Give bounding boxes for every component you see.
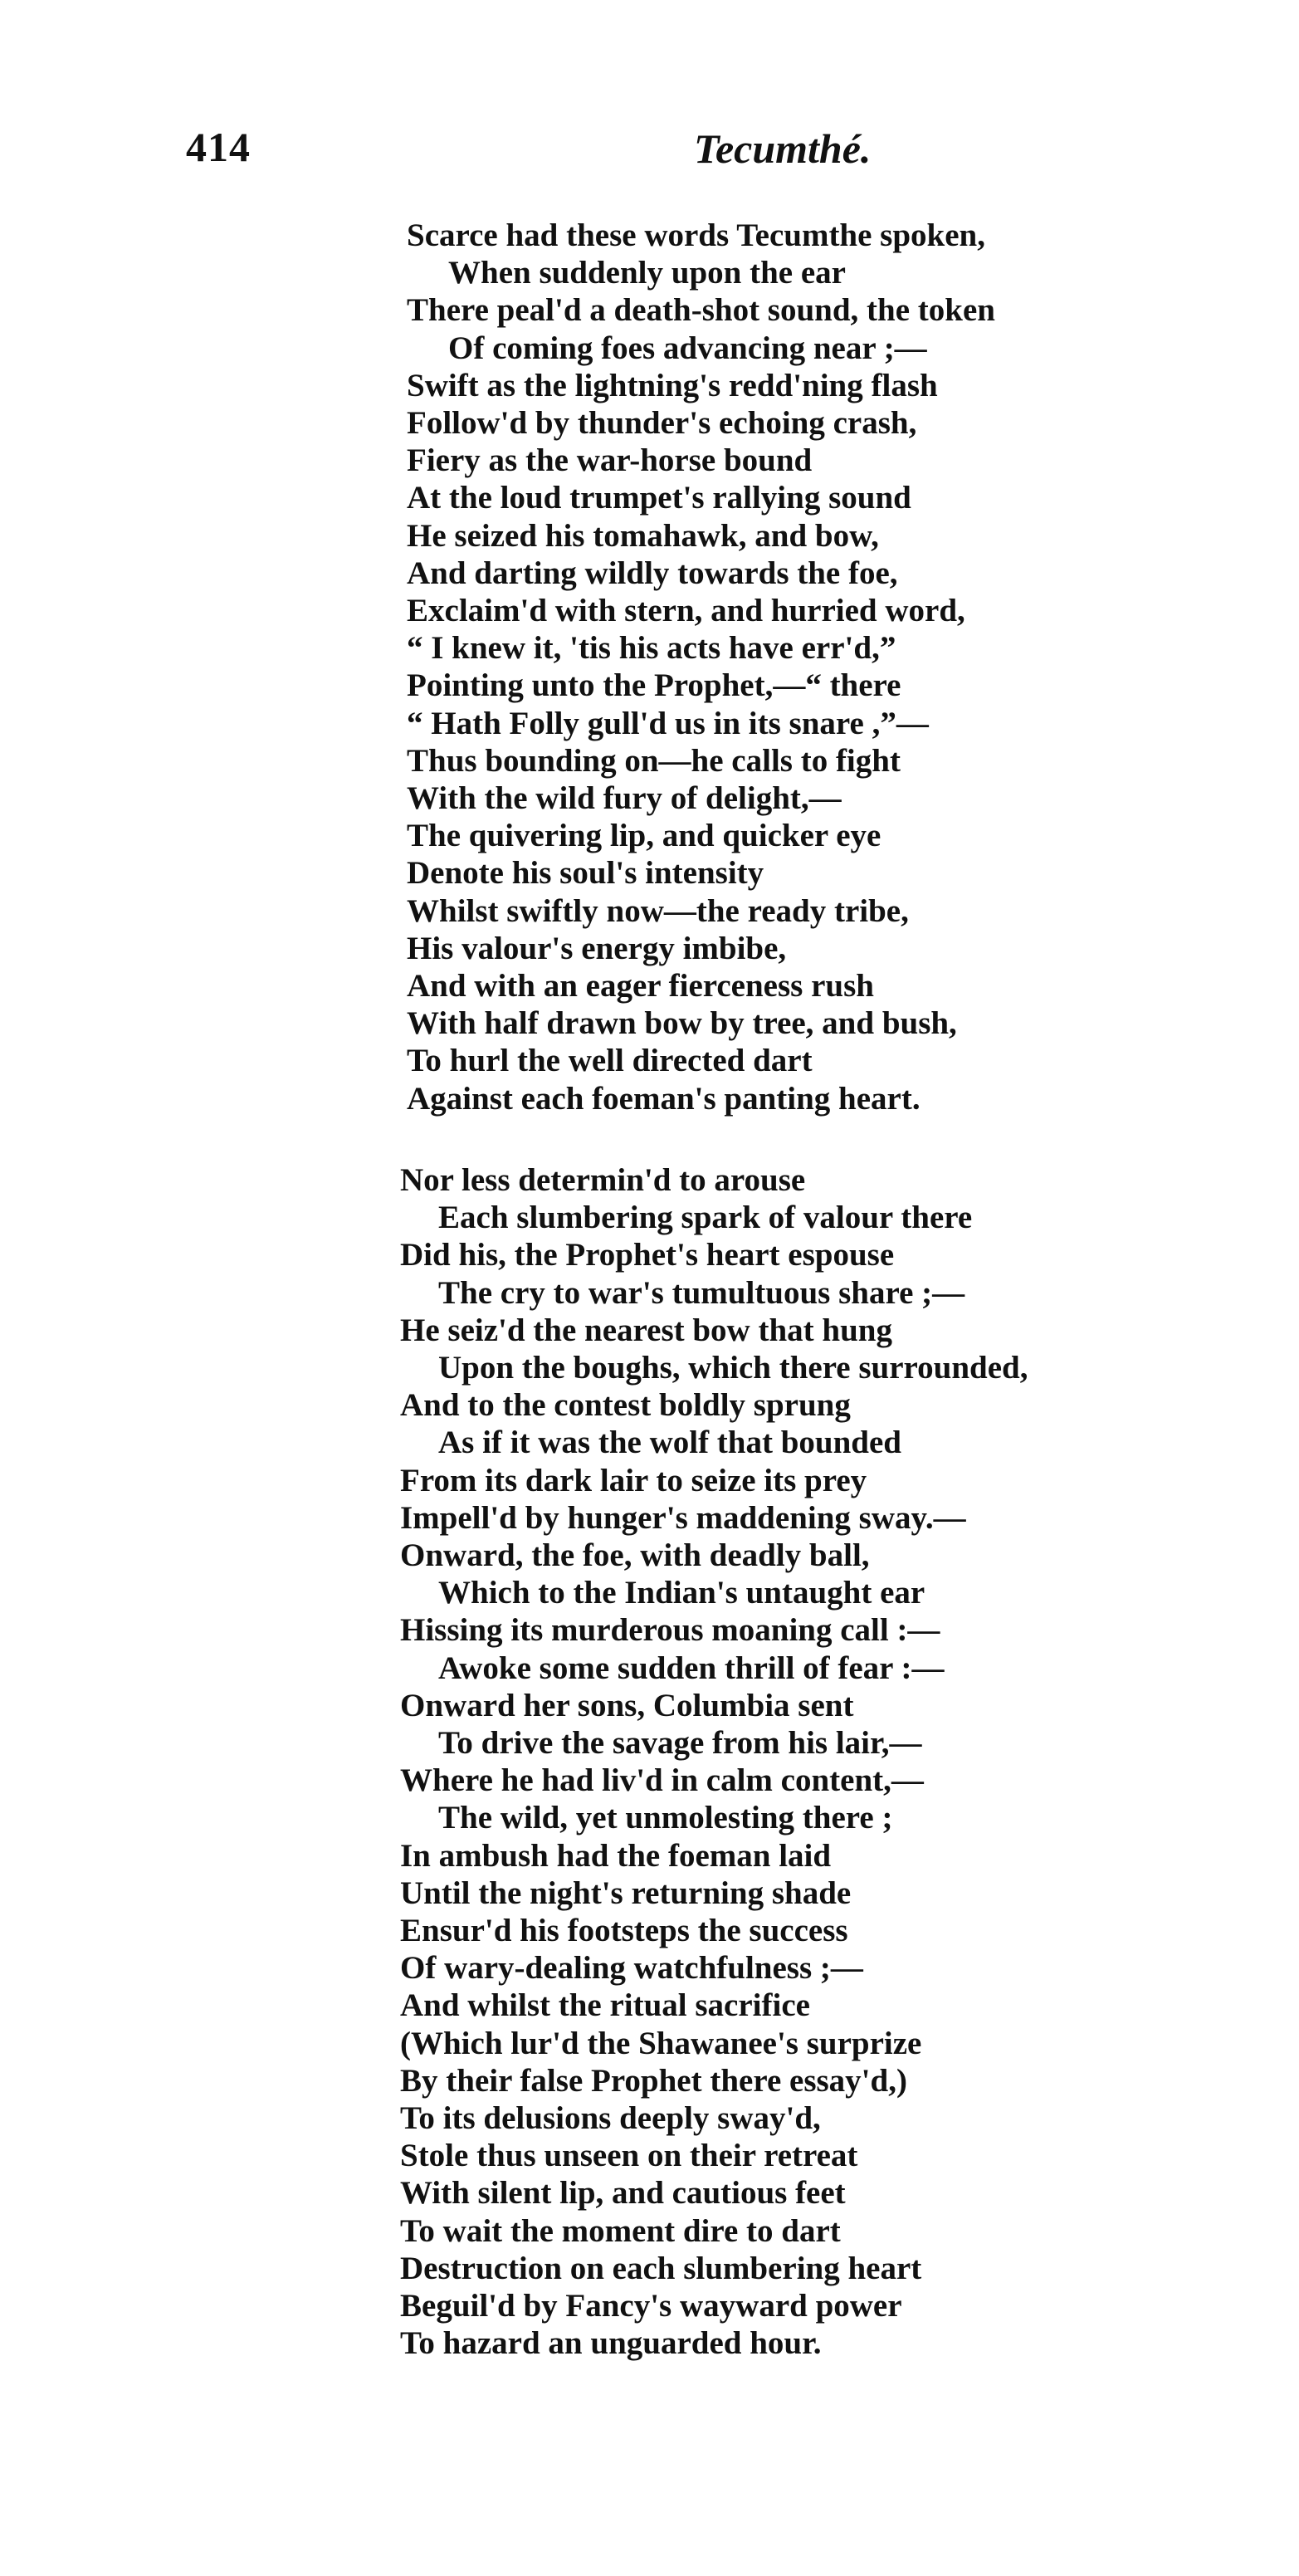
poem-line: Ensur'd his footsteps the success (400, 1913, 848, 1948)
poem-line: Stole thus unseen on their retreat (400, 2138, 858, 2174)
poem-line: And darting wildly towards the foe, (407, 555, 898, 591)
poem-line: Hissing its murderous moaning call :— (400, 1612, 940, 1649)
poem-line: Pointing unto the Prophet,—“ there (407, 667, 901, 704)
poem-line: Against each foeman's panting heart. (407, 1080, 921, 1117)
poem-line: In ambush had the foeman laid (400, 1837, 832, 1874)
poem-line: Each slumbering spark of valour there (438, 1200, 973, 1236)
poem-line: Destruction on each slumbering heart (400, 2250, 922, 2286)
poem-line: To hazard an unguarded hour. (400, 2325, 822, 2362)
poem-line: Upon the boughs, which there surrounded, (438, 1350, 1028, 1386)
poem-line: Impell'd by hunger's maddening sway.— (400, 1499, 966, 1536)
poem-line: With the wild fury of delight,— (407, 780, 842, 816)
poem-line: Of wary-dealing watchfulness ;— (400, 1950, 863, 1987)
page-number: 414 (186, 124, 251, 170)
poem-line: Did his, the Prophet's heart espouse (400, 1237, 895, 1273)
poem-line: Nor less determin'd to arouse (400, 1162, 806, 1198)
poem-line: Until the night's returning shade (400, 1875, 852, 1911)
poem-line: He seiz'd the nearest bow that hung (400, 1312, 892, 1348)
poem-line: “ Hath Folly gull'd us in its snare ,”— (407, 705, 929, 741)
poem-line: To hurl the well directed dart (407, 1043, 813, 1079)
poem-line: Where he had liv'd in calm content,— (400, 1762, 924, 1799)
poem-line: Awoke some sudden thrill of fear :— (438, 1650, 945, 1686)
poem-line: To its delusions deeply sway'd, (400, 2100, 821, 2136)
poem-line: He seized his tomahawk, and bow, (407, 517, 879, 554)
poem-line: By their false Prophet there essay'd,) (400, 2062, 907, 2099)
poem-line: Beguil'd by Fancy's wayward power (400, 2288, 902, 2324)
poem-line: Which to the Indian's untaught ear (438, 1575, 925, 1611)
poem-line: When suddenly upon the ear (448, 255, 846, 291)
running-title: Tecumthé. (694, 125, 872, 172)
poem-line: And whilst the ritual sacrifice (400, 1987, 810, 2024)
poem-line: The wild, yet unmolesting there ; (438, 1800, 893, 1836)
poem-line: Onward, the foe, with deadly ball, (400, 1537, 870, 1573)
poem-line: (Which lur'd the Shawanee's surprize (400, 2025, 922, 2061)
poem-line: Whilst swiftly now—the ready tribe, (407, 892, 909, 929)
poem-line: There peal'd a death-shot sound, the token (407, 292, 995, 329)
poem-line: With silent lip, and cautious feet (400, 2175, 846, 2212)
poem-line: Thus bounding on—he calls to fight (407, 742, 901, 779)
poem-line: Denote his soul's intensity (407, 855, 764, 892)
poem-line: “ I knew it, 'tis his acts have err'd,” (407, 630, 896, 667)
poem-line: The cry to war's tumultuous share ;— (438, 1274, 965, 1311)
poem-line: And to the contest boldly sprung (400, 1387, 851, 1424)
poem-line: With half drawn bow by tree, and bush, (407, 1005, 957, 1042)
poem-line: Onward her sons, Columbia sent (400, 1687, 854, 1723)
poem-line: As if it was the wolf that bounded (438, 1425, 901, 1461)
poem-line: Swift as the lightning's redd'ning flash (407, 367, 938, 403)
poem-line: And with an eager fierceness rush (407, 968, 874, 1004)
poem-line: Scarce had these words Tecumthe spoken, (407, 218, 985, 253)
poem-line: Fiery as the war-horse bound (407, 442, 813, 479)
poem-line: Exclaim'd with stern, and hurried word, (407, 593, 965, 628)
poem-line: To drive the savage from his lair,— (438, 1725, 922, 1761)
poem-line: Follow'd by thunder's echoing crash, (407, 405, 917, 441)
poem-line: His valour's energy imbibe, (407, 930, 787, 966)
poem-line: From its dark lair to seize its prey (400, 1462, 867, 1498)
poem-line: The quivering lip, and quicker eye (407, 818, 881, 854)
poem-line: To wait the moment dire to dart (400, 2212, 841, 2249)
poem-line: At the loud trumpet's rallying sound (407, 480, 911, 516)
poem-line: Of coming foes advancing near ;— (448, 330, 927, 366)
